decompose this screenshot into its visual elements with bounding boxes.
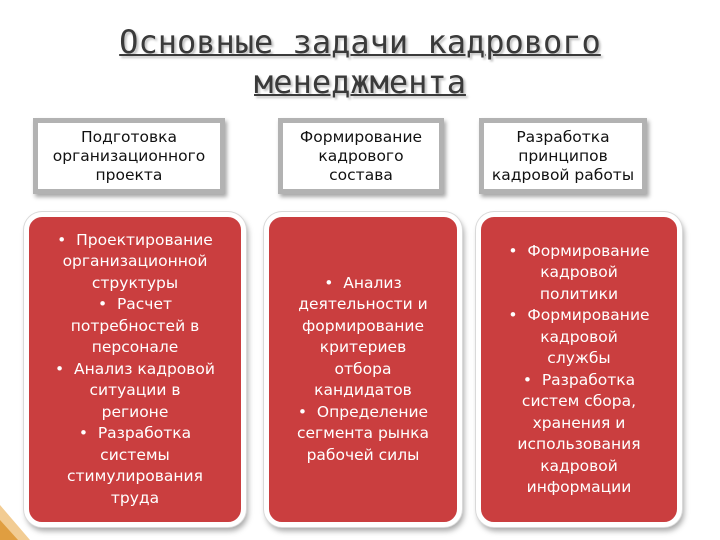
task-item: • Разработка систем сбора, хранения и использования кадровой информации (508, 370, 649, 499)
task-card-3 (476, 212, 682, 527)
task-list (55, 230, 215, 510)
column-header-label: Формирование кадрового состава (299, 127, 423, 184)
task-list (508, 241, 649, 499)
column-header-2 (278, 118, 444, 194)
task-item: • Формирование кадровой службы (508, 305, 649, 370)
column-header-label: Разработка принципов кадровой работы (491, 127, 635, 184)
task-item: • Расчет потребностей в персонале (55, 294, 215, 359)
task-item: • Анализ деятельности и формирование критериев отбора кандидатов (297, 273, 429, 402)
task-card-2 (264, 212, 462, 527)
task-item: • Определение сегмента рынка рабочей силы (297, 402, 429, 467)
task-item: • Формирование кадровой политики (508, 241, 649, 306)
column-header-1 (33, 118, 225, 194)
slide-title-text: Основные задачи кадрового менеджмента (119, 23, 601, 101)
task-card-1 (24, 212, 246, 527)
task-item: • Анализ кадровой ситуации в регионе (55, 359, 215, 424)
column-header-3 (479, 118, 647, 194)
task-list (297, 273, 429, 467)
task-item: • Проектирование организационной структуры (55, 230, 215, 295)
column-header-label: Подготовка организационного проекта (52, 127, 206, 184)
slide-title (60, 22, 660, 102)
task-item: • Разработка системы стимулирования труда (55, 423, 215, 509)
